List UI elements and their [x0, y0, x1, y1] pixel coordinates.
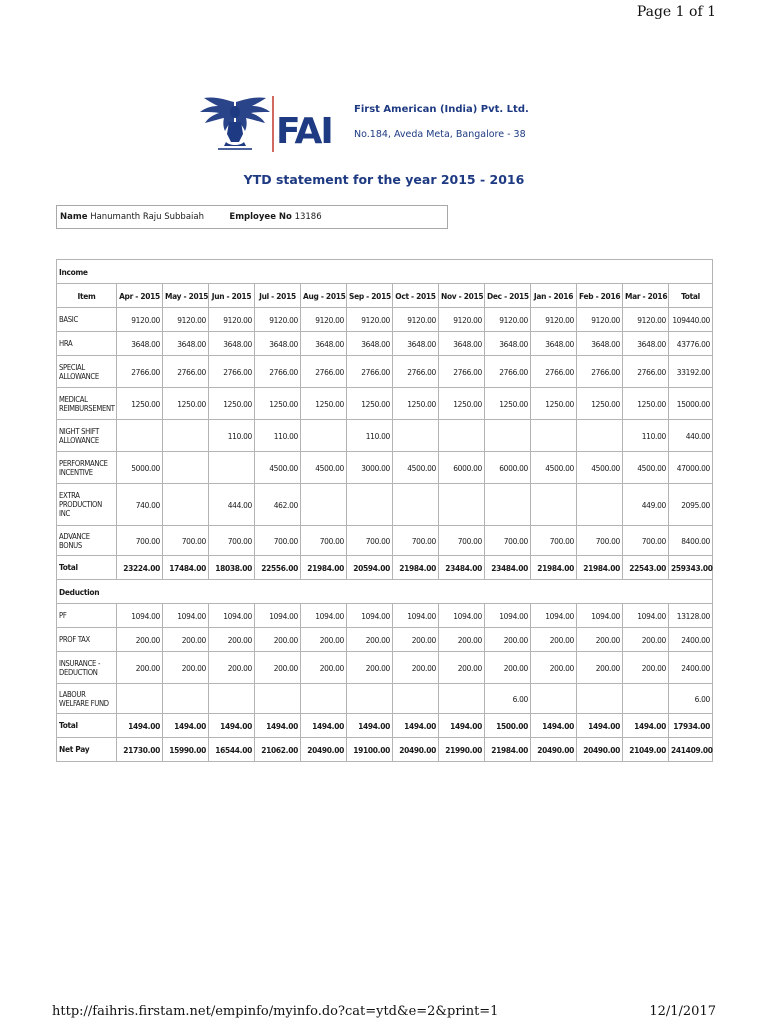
cell-value: 2766.00	[255, 356, 301, 388]
row-label: MEDICAL REIMBURSEMENT	[57, 388, 117, 420]
cell-value: 2400.00	[669, 652, 713, 684]
column-header-row	[57, 284, 713, 308]
cell-value: 110.00	[255, 420, 301, 452]
cell-value	[163, 484, 209, 526]
cell-value: 9120.00	[301, 308, 347, 332]
cell-value: 200.00	[439, 652, 485, 684]
cell-value: 110.00	[209, 420, 255, 452]
cell-value: 200.00	[485, 628, 531, 652]
cell-value: 1494.00	[163, 714, 209, 738]
cell-value: 22543.00	[623, 556, 669, 580]
cell-value: 16544.00	[209, 738, 255, 762]
cell-value: 9120.00	[347, 308, 393, 332]
cell-value: 1094.00	[577, 604, 623, 628]
cell-value: 200.00	[117, 652, 163, 684]
cell-value: 1494.00	[393, 714, 439, 738]
cell-value: 47000.00	[669, 452, 713, 484]
cell-value: 2766.00	[163, 356, 209, 388]
cell-value	[439, 420, 485, 452]
cell-value: 4500.00	[393, 452, 439, 484]
deduction-section-header	[57, 580, 713, 604]
cell-value: 9120.00	[577, 308, 623, 332]
cell-value: 1494.00	[255, 714, 301, 738]
cell-value	[531, 484, 577, 526]
cell-value: 1094.00	[117, 604, 163, 628]
cell-value: 4500.00	[255, 452, 301, 484]
cell-value	[209, 452, 255, 484]
column-header: Aug - 2015	[301, 284, 347, 308]
cell-value: 200.00	[255, 652, 301, 684]
row-label: BASIC	[57, 308, 117, 332]
income-row	[57, 484, 713, 526]
cell-value: 19100.00	[347, 738, 393, 762]
cell-value: 4500.00	[531, 452, 577, 484]
cell-value: 3648.00	[577, 332, 623, 356]
cell-value: 2766.00	[577, 356, 623, 388]
cell-value: 1094.00	[439, 604, 485, 628]
cell-value: 17934.00	[669, 714, 713, 738]
cell-value: 3648.00	[301, 332, 347, 356]
page-number: Page 1 of 1	[636, 4, 716, 20]
income-row	[57, 388, 713, 420]
cell-value: 9120.00	[209, 308, 255, 332]
cell-value: 4500.00	[301, 452, 347, 484]
cell-value: 1250.00	[485, 388, 531, 420]
cell-value: 700.00	[531, 526, 577, 556]
cell-value: 6000.00	[485, 452, 531, 484]
cell-value: 22556.00	[255, 556, 301, 580]
cell-value: 200.00	[531, 652, 577, 684]
cell-value: 2766.00	[393, 356, 439, 388]
cell-value: 700.00	[623, 526, 669, 556]
cell-value	[393, 484, 439, 526]
cell-value	[531, 420, 577, 452]
cell-value: 444.00	[209, 484, 255, 526]
cell-value: 1250.00	[117, 388, 163, 420]
income-row	[57, 526, 713, 556]
row-label: Total	[57, 714, 117, 738]
cell-value: 3648.00	[255, 332, 301, 356]
cell-value: 6.00	[485, 684, 531, 714]
cell-value	[577, 420, 623, 452]
cell-value	[393, 420, 439, 452]
cell-value: 21984.00	[531, 556, 577, 580]
cell-value: 9120.00	[393, 308, 439, 332]
cell-value: 21049.00	[623, 738, 669, 762]
cell-value	[301, 484, 347, 526]
cell-value: 20490.00	[577, 738, 623, 762]
cell-value	[163, 684, 209, 714]
cell-value: 21062.00	[255, 738, 301, 762]
statement-title: YTD statement for the year 2015 - 2016	[243, 172, 525, 187]
cell-value: 1494.00	[577, 714, 623, 738]
cell-value: 200.00	[163, 628, 209, 652]
company-logo	[196, 94, 332, 154]
cell-value: 1094.00	[255, 604, 301, 628]
income-row	[57, 332, 713, 356]
column-header: Oct - 2015	[393, 284, 439, 308]
cell-value: 1250.00	[393, 388, 439, 420]
cell-value	[623, 684, 669, 714]
cell-value: 200.00	[393, 652, 439, 684]
cell-value: 700.00	[439, 526, 485, 556]
cell-value: 20490.00	[531, 738, 577, 762]
cell-value: 6000.00	[439, 452, 485, 484]
cell-value: 20594.00	[347, 556, 393, 580]
cell-value: 2766.00	[623, 356, 669, 388]
cell-value: 200.00	[209, 628, 255, 652]
column-header: Total	[669, 284, 713, 308]
cell-value: 1250.00	[623, 388, 669, 420]
cell-value: 5000.00	[117, 452, 163, 484]
cell-value	[577, 684, 623, 714]
cell-value: 109440.00	[669, 308, 713, 332]
employee-name: Hanumanth Raju Subbaiah	[90, 212, 204, 222]
column-header: Dec - 2015	[485, 284, 531, 308]
cell-value: 200.00	[301, 628, 347, 652]
cell-value: 3648.00	[117, 332, 163, 356]
cell-value	[531, 684, 577, 714]
cell-value: 3648.00	[531, 332, 577, 356]
eagle-icon	[196, 94, 332, 154]
cell-value: 9120.00	[163, 308, 209, 332]
cell-value: 449.00	[623, 484, 669, 526]
cell-value: 462.00	[255, 484, 301, 526]
cell-value: 1094.00	[301, 604, 347, 628]
cell-value: 21984.00	[577, 556, 623, 580]
deduction-section-label: Deduction	[57, 580, 713, 604]
cell-value	[301, 684, 347, 714]
cell-value: 20490.00	[301, 738, 347, 762]
cell-value: 21984.00	[301, 556, 347, 580]
cell-value	[485, 484, 531, 526]
cell-value: 700.00	[347, 526, 393, 556]
cell-value: 9120.00	[439, 308, 485, 332]
row-label: INSURANCE - DEDUCTION	[57, 652, 117, 684]
column-header: May - 2015	[163, 284, 209, 308]
cell-value: 21984.00	[393, 556, 439, 580]
cell-value: 3648.00	[347, 332, 393, 356]
cell-value: 1250.00	[163, 388, 209, 420]
cell-value: 2766.00	[301, 356, 347, 388]
cell-value: 200.00	[531, 628, 577, 652]
cell-value: 700.00	[301, 526, 347, 556]
column-header: Apr - 2015	[117, 284, 163, 308]
cell-value: 700.00	[163, 526, 209, 556]
cell-value	[301, 420, 347, 452]
row-label: PERFORMANCE INCENTIVE	[57, 452, 117, 484]
logo-text: FAI	[276, 111, 332, 152]
column-header: Feb - 2016	[577, 284, 623, 308]
cell-value: 3648.00	[623, 332, 669, 356]
income-section-label: Income	[57, 260, 713, 284]
cell-value: 1094.00	[623, 604, 669, 628]
cell-value: 200.00	[117, 628, 163, 652]
employee-number: 13186	[294, 212, 322, 222]
cell-value: 23224.00	[117, 556, 163, 580]
cell-value: 1500.00	[485, 714, 531, 738]
cell-value: 13128.00	[669, 604, 713, 628]
footer-date: 12/1/2017	[649, 1004, 716, 1019]
cell-value: 700.00	[117, 526, 163, 556]
cell-value	[163, 452, 209, 484]
cell-value: 1094.00	[393, 604, 439, 628]
cell-value: 200.00	[393, 628, 439, 652]
cell-value: 241409.00	[669, 738, 713, 762]
cell-value: 200.00	[623, 652, 669, 684]
cell-value: 1094.00	[485, 604, 531, 628]
cell-value: 9120.00	[117, 308, 163, 332]
net-pay-row	[57, 738, 713, 762]
cell-value: 2766.00	[485, 356, 531, 388]
cell-value: 2400.00	[669, 628, 713, 652]
cell-value: 9120.00	[255, 308, 301, 332]
cell-value: 2766.00	[117, 356, 163, 388]
cell-value: 1094.00	[209, 604, 255, 628]
employee-number-label: Employee No	[229, 212, 292, 222]
cell-value: 9120.00	[531, 308, 577, 332]
deduction-row	[57, 604, 713, 628]
cell-value: 1250.00	[209, 388, 255, 420]
cell-value: 200.00	[301, 652, 347, 684]
cell-value: 6.00	[669, 684, 713, 714]
employee-info-box	[56, 205, 448, 229]
ytd-table	[56, 259, 713, 762]
cell-value: 1494.00	[347, 714, 393, 738]
cell-value	[163, 420, 209, 452]
deduction-row	[57, 684, 713, 714]
cell-value: 15000.00	[669, 388, 713, 420]
income-section-header	[57, 260, 713, 284]
column-header: Mar - 2016	[623, 284, 669, 308]
cell-value: 2766.00	[209, 356, 255, 388]
cell-value	[117, 420, 163, 452]
cell-value: 259343.00	[669, 556, 713, 580]
cell-value: 200.00	[577, 628, 623, 652]
cell-value: 4500.00	[577, 452, 623, 484]
cell-value: 3648.00	[393, 332, 439, 356]
cell-value: 4500.00	[623, 452, 669, 484]
cell-value	[347, 484, 393, 526]
row-label: EXTRA PRODUCTION INC	[57, 484, 117, 526]
cell-value: 17484.00	[163, 556, 209, 580]
cell-value: 1094.00	[531, 604, 577, 628]
row-label: LABOUR WELFARE FUND	[57, 684, 117, 714]
column-header: Sep - 2015	[347, 284, 393, 308]
row-label: PF	[57, 604, 117, 628]
row-label: Net Pay	[57, 738, 117, 762]
cell-value: 200.00	[577, 652, 623, 684]
cell-value: 1494.00	[301, 714, 347, 738]
cell-value: 200.00	[163, 652, 209, 684]
cell-value: 700.00	[393, 526, 439, 556]
cell-value	[393, 684, 439, 714]
deduction-row	[57, 652, 713, 684]
row-label: Total	[57, 556, 117, 580]
deduction-row	[57, 628, 713, 652]
cell-value: 3648.00	[209, 332, 255, 356]
cell-value: 3648.00	[163, 332, 209, 356]
cell-value: 1494.00	[531, 714, 577, 738]
cell-value: 200.00	[209, 652, 255, 684]
cell-value	[439, 684, 485, 714]
cell-value: 3648.00	[485, 332, 531, 356]
income-row	[57, 452, 713, 484]
cell-value: 440.00	[669, 420, 713, 452]
cell-value: 1250.00	[439, 388, 485, 420]
cell-value: 200.00	[623, 628, 669, 652]
cell-value: 8400.00	[669, 526, 713, 556]
cell-value: 15990.00	[163, 738, 209, 762]
cell-value: 200.00	[255, 628, 301, 652]
cell-value: 200.00	[347, 628, 393, 652]
cell-value	[485, 420, 531, 452]
company-name: First American (India) Pvt. Ltd.	[354, 104, 529, 115]
column-header: Jan - 2016	[531, 284, 577, 308]
cell-value: 1250.00	[301, 388, 347, 420]
column-header: Jul - 2015	[255, 284, 301, 308]
cell-value: 9120.00	[623, 308, 669, 332]
cell-value: 200.00	[347, 652, 393, 684]
cell-value: 1250.00	[347, 388, 393, 420]
cell-value	[255, 684, 301, 714]
income-row	[57, 356, 713, 388]
cell-value: 3000.00	[347, 452, 393, 484]
name-label: Name	[60, 212, 88, 222]
cell-value: 200.00	[439, 628, 485, 652]
cell-value: 1494.00	[209, 714, 255, 738]
cell-value: 2766.00	[531, 356, 577, 388]
cell-value: 23484.00	[485, 556, 531, 580]
cell-value: 21984.00	[485, 738, 531, 762]
cell-value: 700.00	[577, 526, 623, 556]
column-header: Item	[57, 284, 117, 308]
income-row	[57, 420, 713, 452]
cell-value: 1250.00	[531, 388, 577, 420]
cell-value: 21730.00	[117, 738, 163, 762]
cell-value: 740.00	[117, 484, 163, 526]
cell-value: 1494.00	[439, 714, 485, 738]
row-label: PROF TAX	[57, 628, 117, 652]
cell-value: 200.00	[485, 652, 531, 684]
cell-value: 110.00	[623, 420, 669, 452]
cell-value: 110.00	[347, 420, 393, 452]
cell-value: 1250.00	[255, 388, 301, 420]
cell-value: 1094.00	[163, 604, 209, 628]
cell-value: 43776.00	[669, 332, 713, 356]
cell-value: 1250.00	[577, 388, 623, 420]
cell-value: 700.00	[485, 526, 531, 556]
footer-url: http://faihris.firstam.net/empinfo/myinfo.do?cat=ytd&e=2&print=1	[52, 1004, 499, 1019]
cell-value: 2095.00	[669, 484, 713, 526]
cell-value: 700.00	[209, 526, 255, 556]
cell-value: 18038.00	[209, 556, 255, 580]
deduction-total-row	[57, 714, 713, 738]
cell-value: 23484.00	[439, 556, 485, 580]
company-address: No.184, Aveda Meta, Bangalore - 38	[354, 129, 526, 140]
row-label: SPECIAL ALLOWANCE	[57, 356, 117, 388]
income-total-row	[57, 556, 713, 580]
cell-value	[117, 684, 163, 714]
cell-value: 33192.00	[669, 356, 713, 388]
row-label: NIGHT SHIFT ALLOWANCE	[57, 420, 117, 452]
cell-value: 700.00	[255, 526, 301, 556]
cell-value: 21990.00	[439, 738, 485, 762]
cell-value: 20490.00	[393, 738, 439, 762]
column-header: Nov - 2015	[439, 284, 485, 308]
cell-value: 3648.00	[439, 332, 485, 356]
cell-value: 1494.00	[623, 714, 669, 738]
row-label: ADVANCE BONUS	[57, 526, 117, 556]
cell-value	[439, 484, 485, 526]
cell-value: 1094.00	[347, 604, 393, 628]
cell-value: 2766.00	[347, 356, 393, 388]
cell-value: 1494.00	[117, 714, 163, 738]
row-label: HRA	[57, 332, 117, 356]
cell-value	[347, 684, 393, 714]
column-header: Jun - 2015	[209, 284, 255, 308]
cell-value	[209, 684, 255, 714]
income-row	[57, 308, 713, 332]
cell-value	[577, 484, 623, 526]
cell-value: 2766.00	[439, 356, 485, 388]
cell-value: 9120.00	[485, 308, 531, 332]
